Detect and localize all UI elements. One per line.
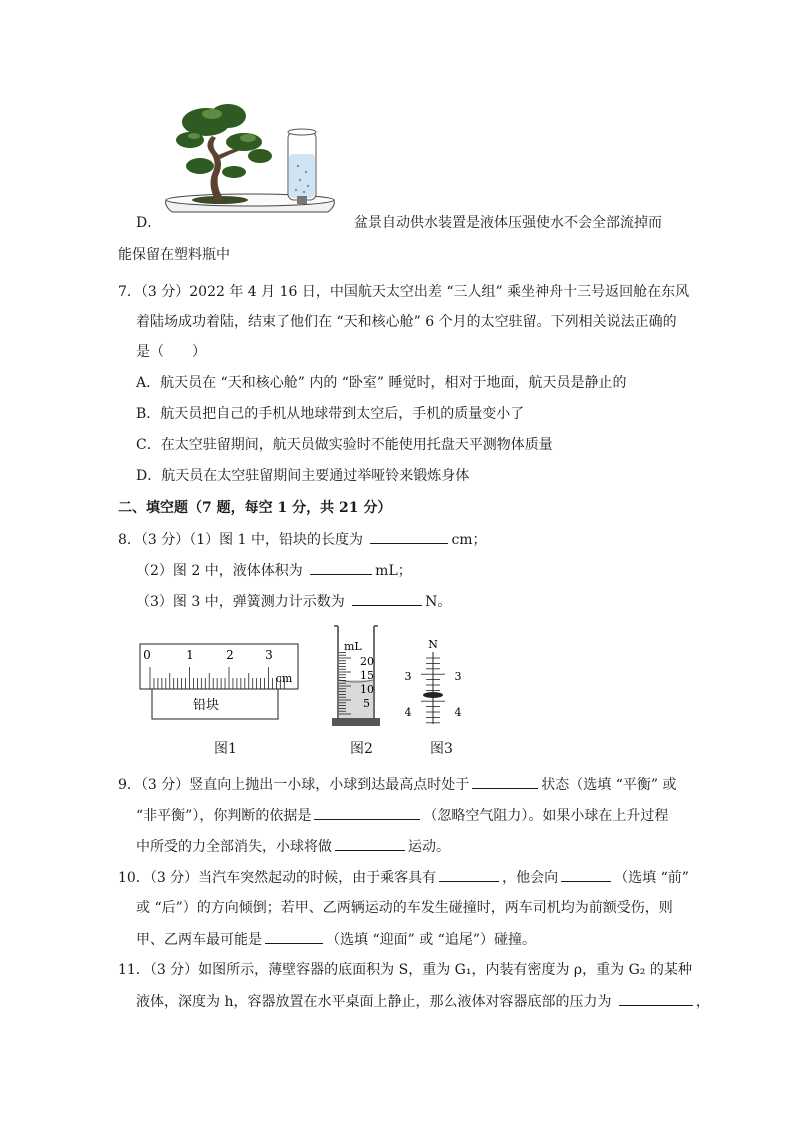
q10-line1-text: 10．（3 分）当汽车突然起动的时候，由于乘客具有	[118, 870, 437, 886]
q9-line2-post: （忽略空气阻力）。如果小球在上升过程	[423, 808, 669, 824]
figure-2-caption: 图2	[350, 741, 373, 757]
ruler-svg	[138, 640, 304, 726]
ruler-label-1: 1	[186, 648, 194, 662]
ruler-unit: cm	[275, 672, 293, 685]
q8-blank-2[interactable]	[310, 560, 372, 575]
ruler-label-0: 0	[143, 648, 151, 662]
q9-line3	[136, 836, 450, 857]
q9-line2-text: “非平衡”），你判断的依据是	[136, 808, 312, 824]
q7-option-c: C．在太空驻留期间，航天员做实验时不能使用托盘天平测物体质量	[136, 437, 553, 453]
q10-blank-2[interactable]	[561, 867, 611, 882]
q10-line3	[136, 929, 536, 950]
q9-blank-3[interactable]	[335, 836, 405, 851]
ruler-label-3: 3	[265, 648, 273, 662]
q8-blank-1[interactable]	[370, 529, 448, 544]
q7-option-d: D．航天员在太空驻留期间主要通过举哑铃来锻炼身体	[136, 468, 470, 484]
q9-blank-1[interactable]	[472, 774, 538, 789]
q9-blank-2[interactable]	[314, 805, 420, 820]
option-d-label: D．	[136, 215, 162, 231]
figure-3-caption: 图3	[430, 741, 453, 757]
option-d-text: 盆景自动供水装置是液体压强使水不会全部流掉而	[354, 215, 662, 231]
cylinder-unit: mL	[344, 640, 362, 653]
q7-option-b: B．航天员把自己的手机从地球带到太空后，手机的质量变小了	[136, 406, 525, 422]
ruler-label-2: 2	[226, 648, 234, 662]
spring-unit: N	[428, 638, 438, 651]
q8-line2-unit: mL；	[375, 563, 412, 579]
q10-line1-mid: ，他会向	[502, 870, 559, 886]
q9-line1-post: 状态（选填 “平衡” 或	[541, 777, 677, 793]
q9-line3-post: 运动。	[408, 839, 450, 855]
q10-blank-1[interactable]	[439, 867, 499, 882]
q8-blank-3[interactable]	[352, 591, 422, 606]
figure-2-cylinder	[330, 622, 390, 730]
q10-line1	[118, 867, 689, 888]
q11-line1: 11．（3 分）如图所示，薄壁容器的底面积为 S，重为 G₁，内装有密度为 ρ，重为 G₂ 的某种	[118, 962, 692, 978]
q9-line1-text: 9．（3 分）竖直向上抛出一小球，小球到达最高点时处于	[118, 777, 470, 793]
option-d-text-cont: 能保留在塑料瓶中	[118, 247, 230, 263]
q8-line2-text: （2）图 2 中，液体体积为	[136, 563, 308, 579]
q7-line1: 7．（3 分）2022 年 4 月 16 日，中国航天太空出差 “三人组” 乘坐神舟十三号返回舱在东风	[118, 284, 690, 300]
bonsai-water-supply-illustration	[160, 96, 340, 226]
spring-right-3: 3	[454, 670, 462, 683]
q11-line2-post: ，	[695, 994, 710, 1010]
q8-line1-text: 8．（3 分）（1）图 1 中，铅块的长度为	[118, 532, 368, 548]
lead-block-label: 铅块	[192, 698, 220, 713]
figure-1-ruler	[138, 640, 304, 726]
q7-line2: 着陆场成功着陆，结束了他们在 “天和核心舱” 6 个月的太空驻留。下列相关说法正确的	[136, 314, 677, 330]
spring-right-4: 4	[454, 706, 462, 719]
q9-line2	[136, 805, 668, 826]
figure-3-spring-scale	[400, 638, 466, 730]
q7-line3: 是（ ）	[136, 344, 206, 360]
q8-line1	[118, 529, 487, 550]
q10-line3-post: （选填 “迎面” 或 “追尾”）碰撞。	[326, 932, 536, 948]
cylinder-label-5: 5	[363, 697, 370, 710]
cylinder-label-20: 20	[360, 655, 374, 668]
q11-blank-1[interactable]	[619, 991, 693, 1006]
cylinder-label-10: 10	[360, 683, 374, 696]
q8-line1-unit: cm；	[451, 532, 487, 548]
q10-line1-post: （选填 “前”	[614, 870, 689, 886]
q8-line2	[136, 560, 412, 581]
section-2-title: 二、填空题（7 题，每空 1 分，共 21 分）	[118, 500, 392, 516]
q8-line3	[136, 591, 451, 612]
figure-1-caption: 图1	[214, 741, 237, 757]
q11-line2	[136, 991, 710, 1012]
spring-scale-svg	[400, 638, 466, 730]
spring-left-3: 3	[404, 670, 412, 683]
q8-line3-text: （3）图 3 中，弹簧测力计示数为	[136, 594, 350, 610]
spring-left-4: 4	[404, 706, 412, 719]
q7-option-a: A．航天员在 “天和核心舱” 内的 “卧室” 睡觉时，相对于地面，航天员是静止的	[136, 375, 627, 391]
q9-line3-text: 中所受的力全部消失，小球将做	[136, 839, 332, 855]
cylinder-label-15: 15	[360, 669, 374, 682]
q9-line1	[118, 774, 676, 795]
q10-line2: 或 “后”）的方向倾倒；若甲、乙两辆运动的车发生碰撞时，两车司机均为前额受伤，则	[136, 900, 673, 916]
cylinder-svg	[330, 622, 390, 730]
q11-line2-text: 液体，深度为 h，容器放置在水平桌面上静止，那么液体对容器底部的压力为	[136, 994, 616, 1010]
q10-blank-3[interactable]	[265, 929, 323, 944]
q10-line3-text: 甲、乙两车最可能是	[136, 932, 262, 948]
option-d-figure	[160, 96, 340, 226]
q8-line3-unit: N。	[425, 594, 452, 610]
